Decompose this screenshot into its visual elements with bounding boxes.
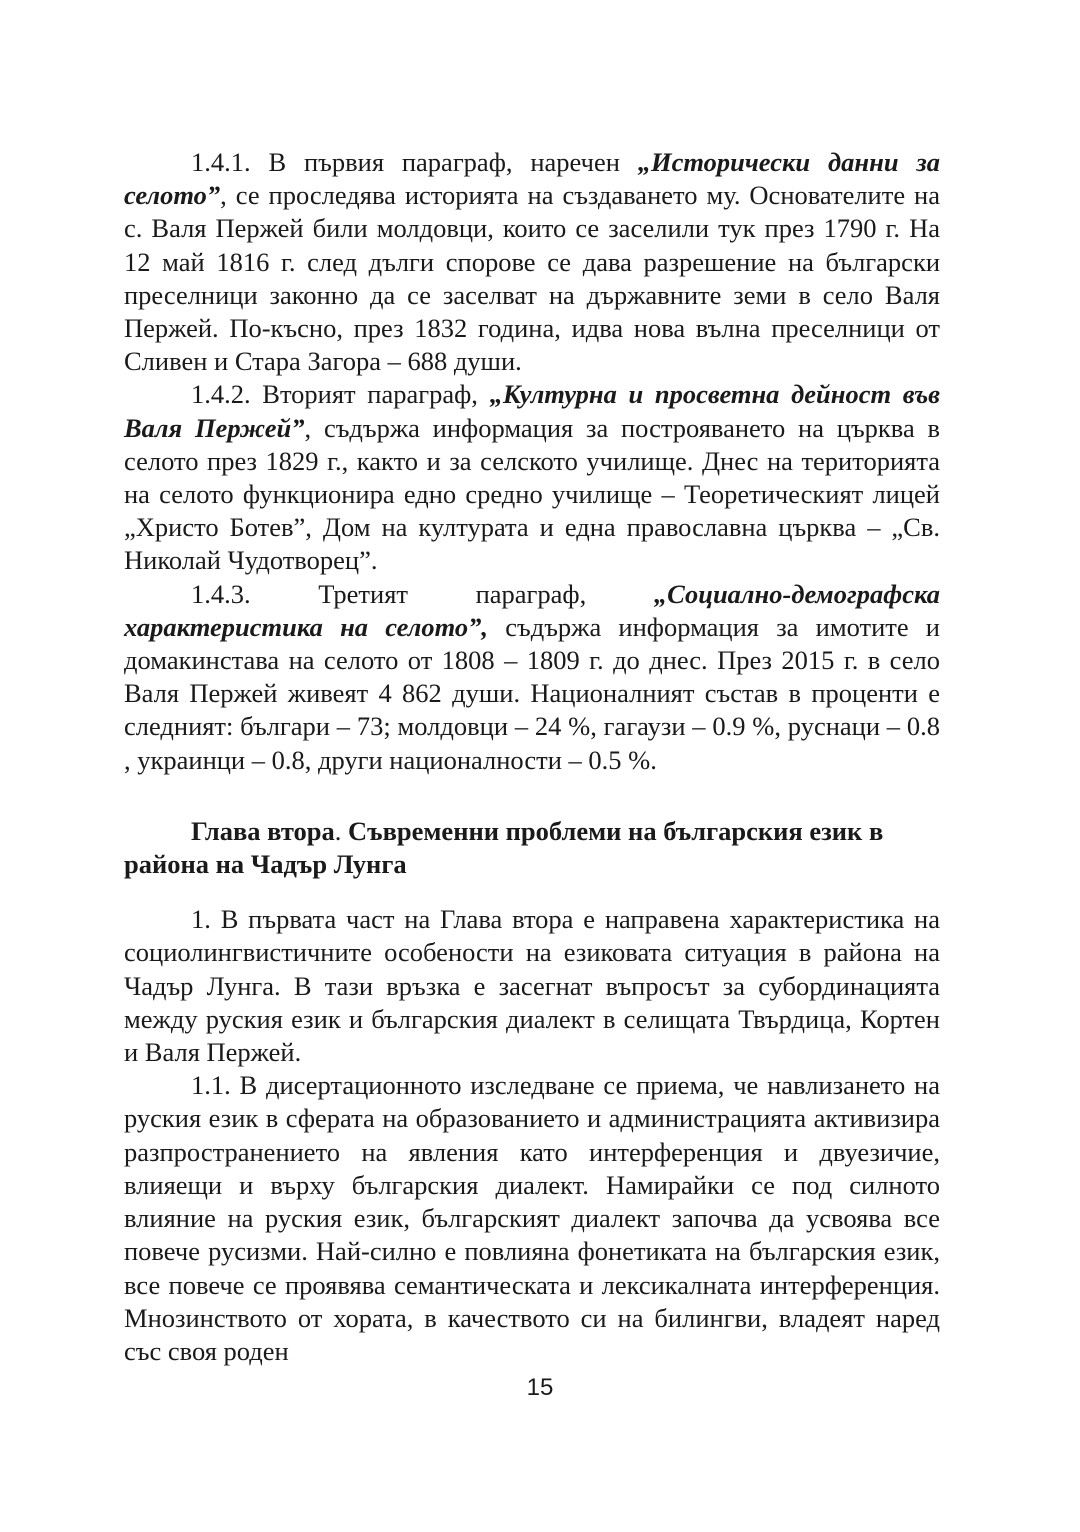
chapter-separator: . (334, 815, 348, 846)
paragraph-prefix: 1.4.3. Третият параграф, (191, 578, 654, 609)
paragraph-1-4-3 (124, 578, 940, 777)
section-title-cultural-activity: „Културна и просветна дейност във Валя Пержей” (124, 379, 941, 443)
paragraph-prefix: 1.4.1. В първия параграф, наречен (191, 147, 638, 177)
section-title-historical-data: „Исторически данни за селото” (124, 147, 940, 211)
section-title-socio-demographic: „Социално-демографска характеристика на селото”, (124, 578, 940, 642)
paragraph-text: , съдържа информация за построяването на църква в селото през 1829 г., както и за селското училище. Днес на територията на селото функционира едно средно училище – Теоретическият лицей „Христо Ботев”, Дом на културата и една православна църква – „Св. Николай Чудотворец”. (124, 412, 940, 576)
chapter-label: Глава втора (191, 815, 335, 846)
paragraph-1-4-1 (124, 146, 940, 378)
paragraph-prefix: 1.4.2. Вторият параграф, (191, 379, 490, 410)
paragraph-1-4-2 (124, 378, 940, 577)
page-number: 15 (526, 1374, 554, 1401)
paragraph-text: , се проследява историята на създаването му. Основателите на с. Валя Пержей били молдовци, които се заселили тук през 1790 г. На 12 май 1816 г. след дълги спорове се дава разрешение на български преселници законно да се заселват на държавните земи в село Валя Пержей. По-късно, през 1832 година, идва нова вълна преселници от Сливен и Стара Загора – 688 души. (124, 180, 940, 377)
chapter-title: Съвременни проблеми на българския език в района на Чадър Лунга (124, 815, 884, 880)
document-page (124, 146, 940, 1368)
paragraph-text: съдържа информация за имотите и домакинстава на селото от 1808 – 1809 г. до днес. През 2015 г. в село Валя Пержей живеят 4 862 души. Националният състав в проценти е следният: българи – 73; молдовци – 24 %, гагаузи – 0.9 %, руснаци – 0.8 , украинци – 0.8, други националности – 0.5 %. (124, 611, 940, 775)
paragraph-1: 1. В първата част на Глава втора е направена характеристика на социолингвистичните особености на езиковата ситуация в района на Чадър Лунга. В тази връзка е засегнат въпросът за субординацията между руския език и българския диалект в селищата Твърдица, Кортен и Валя Пержей. (124, 904, 940, 1068)
paragraph-1-1: 1.1. В дисертационното изследване се приема, че навлизането на руския език в сферата на образованието и администрацията активизира разпространението на явления като интерференция и двуезичие, влияещи и върху българския диалект. Намирайки се под силното влияние на руския език, българският диалект започва да усвоява все повече русизми. Най-силно е повлияна фонетиката на българския език, все повече се проявява семантическата и лексикалната интерференция. Мнозинството от хората, в качеството си на билингви, владеят наред със своя роден (124, 1070, 940, 1366)
chapter-heading (124, 815, 940, 881)
